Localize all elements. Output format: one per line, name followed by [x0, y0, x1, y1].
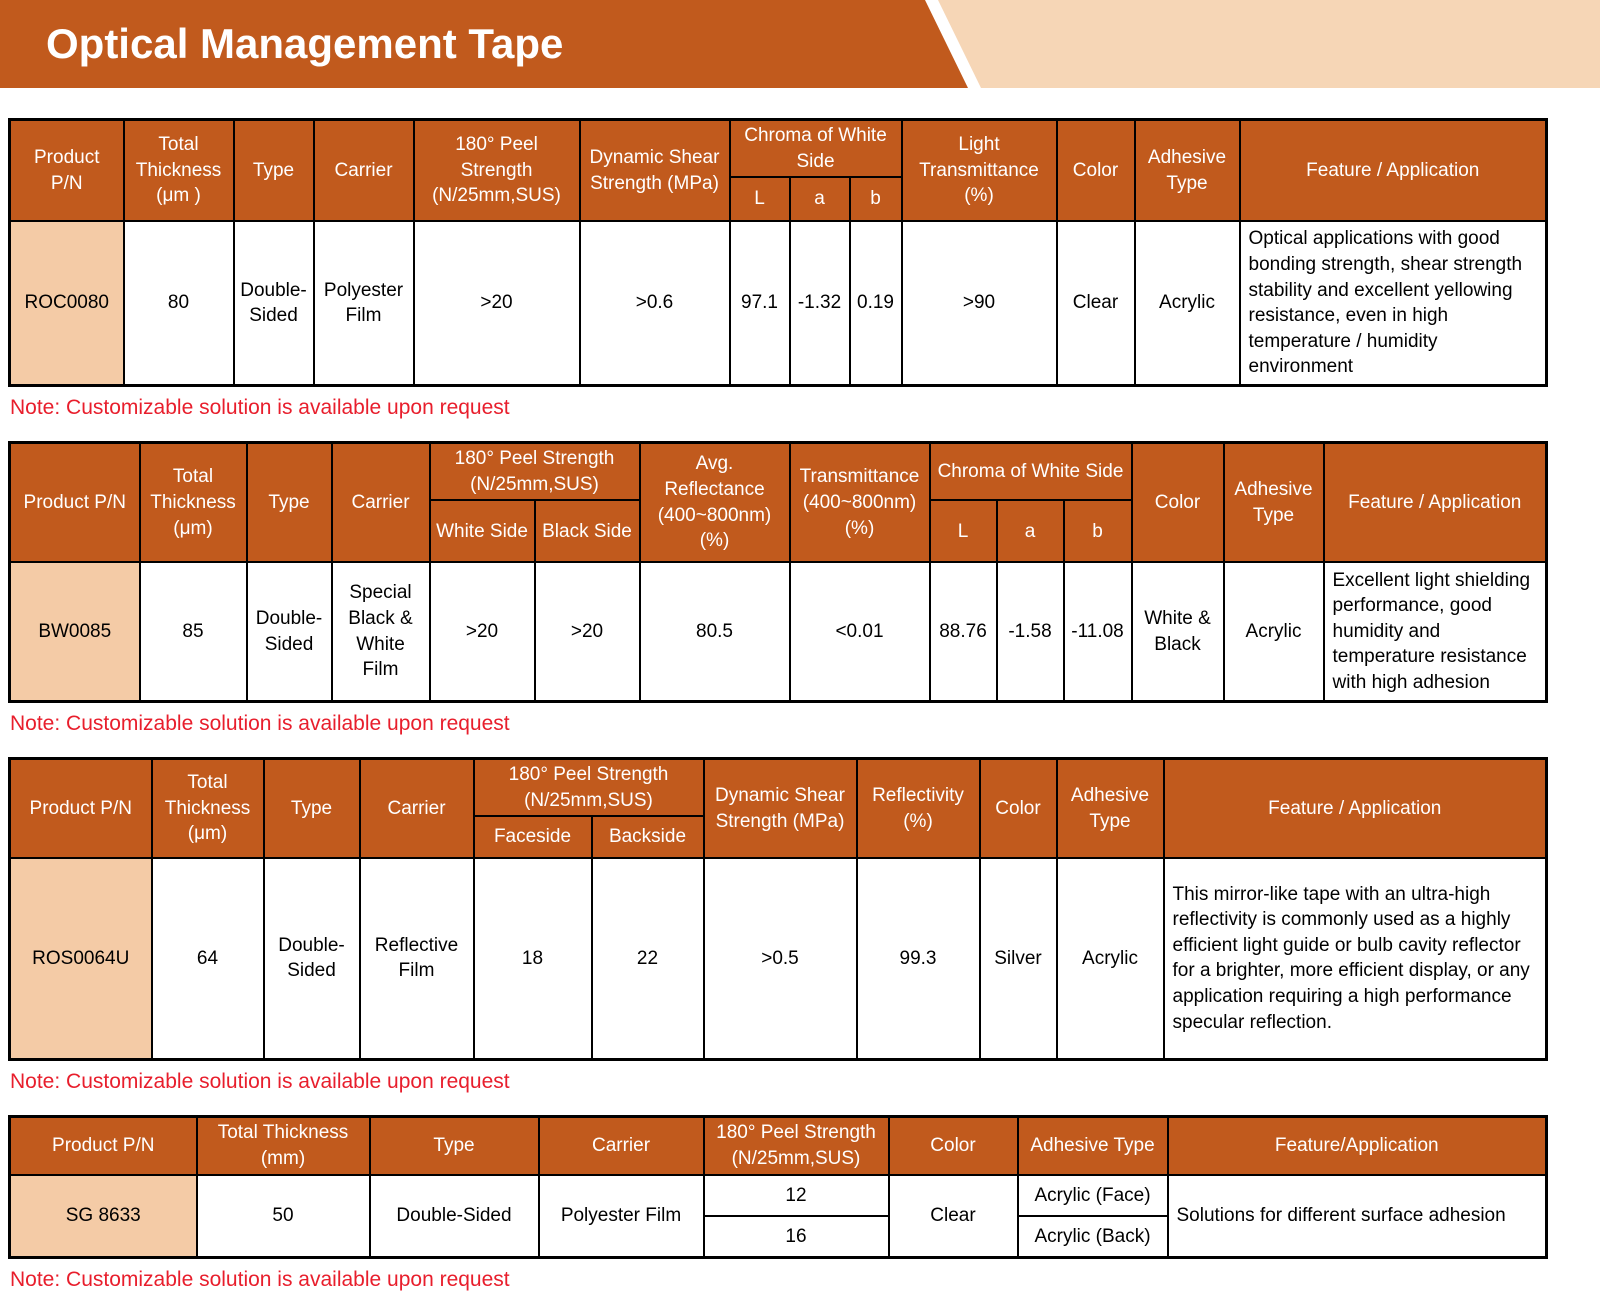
t1-header-chroma-l: L: [730, 177, 790, 221]
t2-header-type: Type: [247, 443, 332, 563]
t2-header-chroma-a: a: [997, 500, 1064, 562]
t2-cell-color: White & Black: [1132, 562, 1224, 701]
t1-header-product-pn: Product P/N: [10, 120, 124, 222]
t4-cell-color: Clear: [889, 1175, 1018, 1257]
t4-header-product-pn: Product P/N: [10, 1116, 197, 1175]
t2-cell-product-pn: BW0085: [10, 562, 140, 701]
t3-cell-peel-face: 18: [474, 858, 592, 1059]
t2-cell-peel-black: >20: [535, 562, 640, 701]
t1-header-chroma-a: a: [790, 177, 850, 221]
t4-header-adhesive-type: Adhesive Type: [1018, 1116, 1168, 1175]
t3-cell-color: Silver: [980, 858, 1057, 1059]
t3-header-dynamic-shear: Dynamic Shear Strength (MPa): [704, 758, 857, 858]
t3-header-peel-back: Backside: [592, 816, 704, 858]
t2-header-color: Color: [1132, 443, 1224, 563]
note-table1: Note: Customizable solution is available upon request: [10, 396, 510, 420]
t1-header-peel-strength: 180° Peel Strength (N/25mm,SUS): [414, 120, 580, 222]
t2-header-peel-group: 180° Peel Strength (N/25mm,SUS): [430, 443, 640, 501]
t1-cell-color: Clear: [1057, 221, 1135, 385]
t3-header-peel-face: Faceside: [474, 816, 592, 858]
t3-cell-type: Double-Sided: [264, 858, 360, 1059]
t2-header-product-pn: Product P/N: [10, 443, 140, 563]
t2-cell-avg-reflectance: 80.5: [640, 562, 790, 701]
t2-header-peel-white: White Side: [430, 500, 535, 562]
t3-header-peel-group: 180° Peel Strength (N/25mm,SUS): [474, 758, 704, 816]
t1-header-dynamic-shear: Dynamic Shear Strength (MPa): [580, 120, 730, 222]
t1-header-chroma-group: Chroma of White Side: [730, 120, 902, 178]
t1-header-total-thickness: Total Thickness (μm ): [124, 120, 234, 222]
t4-header-color: Color: [889, 1116, 1018, 1175]
t1-cell-adhesive-type: Acrylic: [1135, 221, 1240, 385]
t4-cell-adhesive-face: Acrylic (Face): [1018, 1175, 1168, 1216]
t4-header-type: Type: [370, 1116, 539, 1175]
t2-header-avg-reflectance: Avg. Reflectance (400~800nm) (%): [640, 443, 790, 563]
t3-cell-reflectivity: 99.3: [857, 858, 980, 1059]
t1-header-color: Color: [1057, 120, 1135, 222]
t2-header-chroma-group: Chroma of White Side: [930, 443, 1132, 501]
t1-cell-chroma-a: -1.32: [790, 221, 850, 385]
t2-cell-adhesive-type: Acrylic: [1224, 562, 1324, 701]
t3-cell-carrier: Reflective Film: [360, 858, 474, 1059]
t4-cell-feature: Solutions for different surface adhesion: [1168, 1175, 1547, 1257]
t1-cell-light-transmittance: >90: [902, 221, 1057, 385]
t4-data-row-1: [10, 1175, 1547, 1216]
t1-cell-type: Double-Sided: [234, 221, 314, 385]
t3-cell-product-pn: ROS0064U: [10, 858, 152, 1059]
t2-cell-peel-white: >20: [430, 562, 535, 701]
t2-cell-carrier: Special Black & White Film: [332, 562, 430, 701]
t4-cell-product-pn: SG 8633: [10, 1175, 197, 1257]
t1-header-type: Type: [234, 120, 314, 222]
t4-cell-peel-1: 12: [704, 1175, 889, 1216]
t3-header-reflectivity: Reflectivity (%): [857, 758, 980, 858]
t1-header-light-transmittance: Light Transmittance (%): [902, 120, 1057, 222]
t3-header-type: Type: [264, 758, 360, 858]
t3-header-color: Color: [980, 758, 1057, 858]
t1-cell-peel-strength: >20: [414, 221, 580, 385]
t4-header-total-thickness: Total Thickness (mm): [197, 1116, 370, 1175]
t1-header-adhesive-type: Adhesive Type: [1135, 120, 1240, 222]
t2-header-chroma-b: b: [1064, 500, 1132, 562]
t2-cell-chroma-b: -11.08: [1064, 562, 1132, 701]
table-ros0064u: [8, 757, 1548, 1061]
title-banner: [0, 0, 1600, 88]
t3-header-adhesive-type: Adhesive Type: [1057, 758, 1164, 858]
t1-cell-dynamic-shear: >0.6: [580, 221, 730, 385]
note-table4: Note: Customizable solution is available upon request: [10, 1267, 510, 1291]
t1-cell-product-pn: ROC0080: [10, 221, 124, 385]
t2-header-peel-black: Black Side: [535, 500, 640, 562]
t2-cell-total-thickness: 85: [140, 562, 247, 701]
t2-header-feature: Feature / Application: [1324, 443, 1547, 563]
t3-cell-total-thickness: 64: [152, 858, 264, 1059]
t1-header-feature: Feature / Application: [1240, 120, 1547, 222]
t4-header-carrier: Carrier: [539, 1116, 704, 1175]
t3-cell-feature: This mirror-like tape with an ultra-high reflectivity is commonly used as a highly efficient light guide or bulb cavity reflector for a brighter, more efficient display, or any application requiring a high performance specular reflection.: [1164, 858, 1547, 1059]
table-sg8633: [8, 1115, 1548, 1259]
t1-header-carrier: Carrier: [314, 120, 414, 222]
t3-header-carrier: Carrier: [360, 758, 474, 858]
t3-data-row: [10, 858, 1547, 1059]
t1-data-row: [10, 221, 1547, 385]
t1-cell-total-thickness: 80: [124, 221, 234, 385]
t1-cell-carrier: Polyester Film: [314, 221, 414, 385]
t4-header-peel-strength: 180° Peel Strength (N/25mm,SUS): [704, 1116, 889, 1175]
t3-header-total-thickness: Total Thickness (μm): [152, 758, 264, 858]
t2-cell-chroma-a: -1.58: [997, 562, 1064, 701]
t2-header-transmittance: Transmittance (400~800nm) (%): [790, 443, 930, 563]
t1-cell-chroma-b: 0.19: [850, 221, 902, 385]
t1-cell-chroma-l: 97.1: [730, 221, 790, 385]
t2-cell-feature: Excellent light shielding performance, good humidity and temperature resistance with high adhesion: [1324, 562, 1547, 701]
t1-cell-feature: Optical applications with good bonding strength, shear strength stability and excellent yellowing resistance, even in high temperature / humidity environment: [1240, 221, 1547, 385]
t4-cell-total-thickness: 50: [197, 1175, 370, 1257]
t3-header-product-pn: Product P/N: [10, 758, 152, 858]
t2-data-row: [10, 562, 1547, 701]
t3-cell-adhesive-type: Acrylic: [1057, 858, 1164, 1059]
t2-header-carrier: Carrier: [332, 443, 430, 563]
t3-header-feature: Feature / Application: [1164, 758, 1547, 858]
page-title: Optical Management Tape: [46, 20, 564, 67]
t2-cell-chroma-l: 88.76: [930, 562, 997, 701]
t2-header-total-thickness: Total Thickness (μm): [140, 443, 247, 563]
t2-cell-transmittance: <0.01: [790, 562, 930, 701]
t3-cell-dynamic-shear: >0.5: [704, 858, 857, 1059]
t2-cell-type: Double-Sided: [247, 562, 332, 701]
t4-header-feature: Feature/Application: [1168, 1116, 1547, 1175]
table-roc0080: [8, 118, 1548, 387]
document-body: [8, 118, 1545, 1292]
t3-cell-peel-back: 22: [592, 858, 704, 1059]
t4-cell-carrier: Polyester Film: [539, 1175, 704, 1257]
note-table2: Note: Customizable solution is available upon request: [10, 711, 510, 735]
t2-header-adhesive-type: Adhesive Type: [1224, 443, 1324, 563]
t2-header-chroma-l: L: [930, 500, 997, 562]
note-table3: Note: Customizable solution is available upon request: [10, 1069, 510, 1093]
t4-cell-adhesive-back: Acrylic (Back): [1018, 1216, 1168, 1257]
t4-cell-type: Double-Sided: [370, 1175, 539, 1257]
table-bw0085: [8, 441, 1548, 703]
t1-header-chroma-b: b: [850, 177, 902, 221]
t4-cell-peel-2: 16: [704, 1216, 889, 1257]
